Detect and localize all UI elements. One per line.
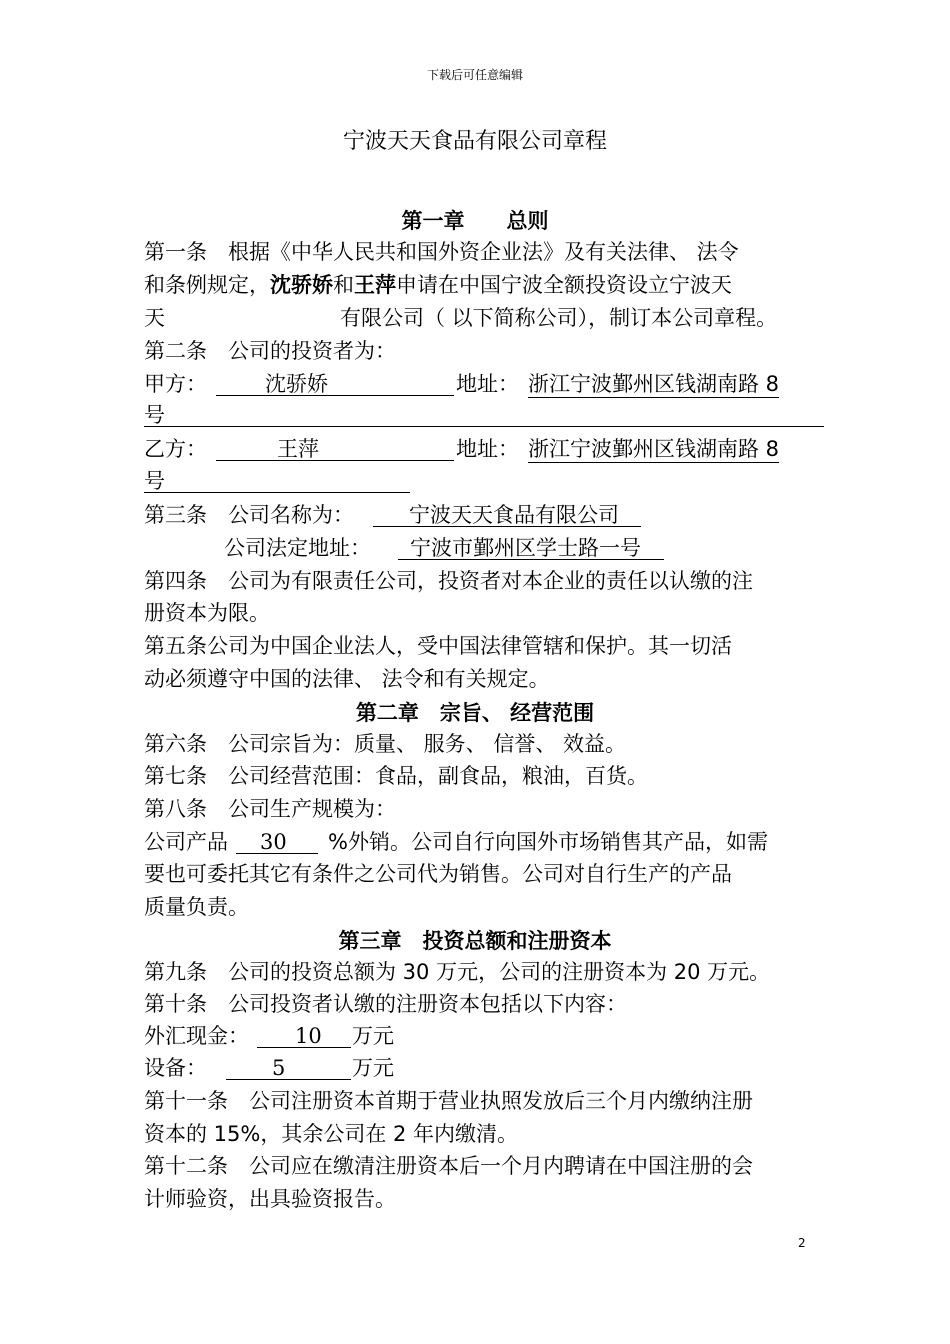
investor-name-1: 沈骄娇	[270, 273, 333, 297]
party-b-line-underline	[144, 492, 410, 493]
article-11-line-1: 第十一条 公司注册资本首期于营业执照发放后三个月内缴纳注册	[144, 1089, 753, 1113]
header-note: 下载后可任意编辑	[426, 68, 523, 82]
cash-unit: 万元	[352, 1024, 394, 1048]
article-1-line-2	[144, 271, 732, 299]
page-number: 2	[798, 1236, 806, 1250]
legal-address-label: 公司法定地址：	[224, 536, 371, 560]
article-7: 第七条 公司经营范围：食品，副食品，粮油，百货。	[144, 764, 648, 788]
article-5-line-2: 动必须遵守中国的法律、 法令和有关规定。	[144, 667, 550, 691]
equipment-underline	[226, 1079, 351, 1080]
investor-name-2: 王萍	[354, 273, 396, 297]
article-8-line-3: 质量负责。	[144, 895, 249, 919]
party-a-address-wrap	[528, 370, 779, 398]
party-a-name: 沈骄娇	[265, 372, 328, 396]
equipment-unit: 万元	[352, 1056, 394, 1080]
party-b-address-label: 地址：	[456, 437, 519, 461]
article-11-line-2: 资本的 15%，其余公司在 2 年内缴清。	[144, 1122, 519, 1146]
article-6: 第六条 公司宗旨为：质量、 服务、 信誉、 效益。	[144, 732, 627, 756]
chapter-1-heading: 第一章 总则	[401, 209, 549, 233]
cash-label: 外汇现金：	[144, 1024, 249, 1048]
article-1-text-cont: 申请在中国宁波全额投资设立宁波天	[396, 273, 732, 297]
article-12-line-2: 计师验资，出具验资报告。	[144, 1187, 396, 1211]
party-a-label: 甲方：	[144, 372, 207, 396]
article-8-line-1-a: 公司产品	[144, 830, 228, 854]
cash-value: 10	[295, 1024, 322, 1048]
equipment-value: 5	[272, 1056, 286, 1080]
article-8-line-1-b: %外销。公司自行向国外市场销售其产品，如需	[328, 830, 768, 854]
party-a-address: 浙江宁波鄞州区钱湖南路 8	[528, 372, 780, 396]
article-1-line-1: 第一条 根据《中华人民共和国外资企业法》及有关法律、 法令	[144, 240, 739, 264]
equipment-label: 设备：	[144, 1056, 207, 1080]
party-b-address-wrap	[528, 435, 779, 463]
article-8-intro: 第八条 公司生产规模为：	[144, 797, 396, 821]
article-5-line-1: 第五条公司为中国企业法人，受中国法律管辖和保护。其一切活	[144, 634, 732, 658]
article-2-intro: 第二条 公司的投资者为：	[144, 339, 396, 363]
article-1-line-3-b: 有限公司（ 以下简称公司），制订本公司章程。	[340, 306, 778, 330]
party-a-address-cont: 号	[144, 403, 165, 427]
article-10-intro: 第十条 公司投资者认缴的注册资本包括以下内容：	[144, 992, 627, 1016]
party-b-label: 乙方：	[144, 437, 207, 461]
article-8-line-2: 要也可委托其它有条件之公司代为销售。公司对自行生产的产品	[144, 862, 732, 886]
chapter-2-heading: 第二章 宗旨、 经营范围	[355, 701, 595, 725]
article-1-line-3-a: 天	[144, 306, 165, 330]
article-4-line-1: 第四条 公司为有限责任公司，投资者对本企业的责任以认缴的注	[144, 569, 753, 593]
chapter-3-heading: 第三章 投资总额和注册资本	[338, 929, 612, 953]
party-a-address-label: 地址：	[456, 372, 519, 396]
legal-address: 宁波市鄞州区学士路一号	[410, 536, 641, 560]
party-b-name: 王萍	[277, 437, 319, 461]
document-title: 宁波天天食品有限公司章程	[342, 129, 607, 154]
party-b-name-underline	[216, 460, 454, 461]
party-b-address: 浙江宁波鄞州区钱湖南路 8	[528, 437, 780, 461]
article-1-text: 和条例规定，	[144, 273, 270, 297]
article-3-name-label: 第三条 公司名称为：	[144, 503, 354, 527]
party-b-address-cont: 号	[144, 469, 165, 493]
export-percent: 30	[260, 830, 287, 854]
article-9: 第九条 公司的投资总额为 30 万元，公司的注册资本为 20 万元。	[144, 960, 771, 984]
party-a-name-underline	[216, 395, 454, 396]
article-12-line-1: 第十二条 公司应在缴清注册资本后一个月内聘请在中国注册的会	[144, 1154, 753, 1178]
company-name: 宁波天天食品有限公司	[409, 503, 619, 527]
article-4-line-2: 册资本为限。	[144, 601, 270, 625]
conjunction: 和	[333, 273, 354, 297]
party-a-line-underline	[144, 426, 824, 427]
